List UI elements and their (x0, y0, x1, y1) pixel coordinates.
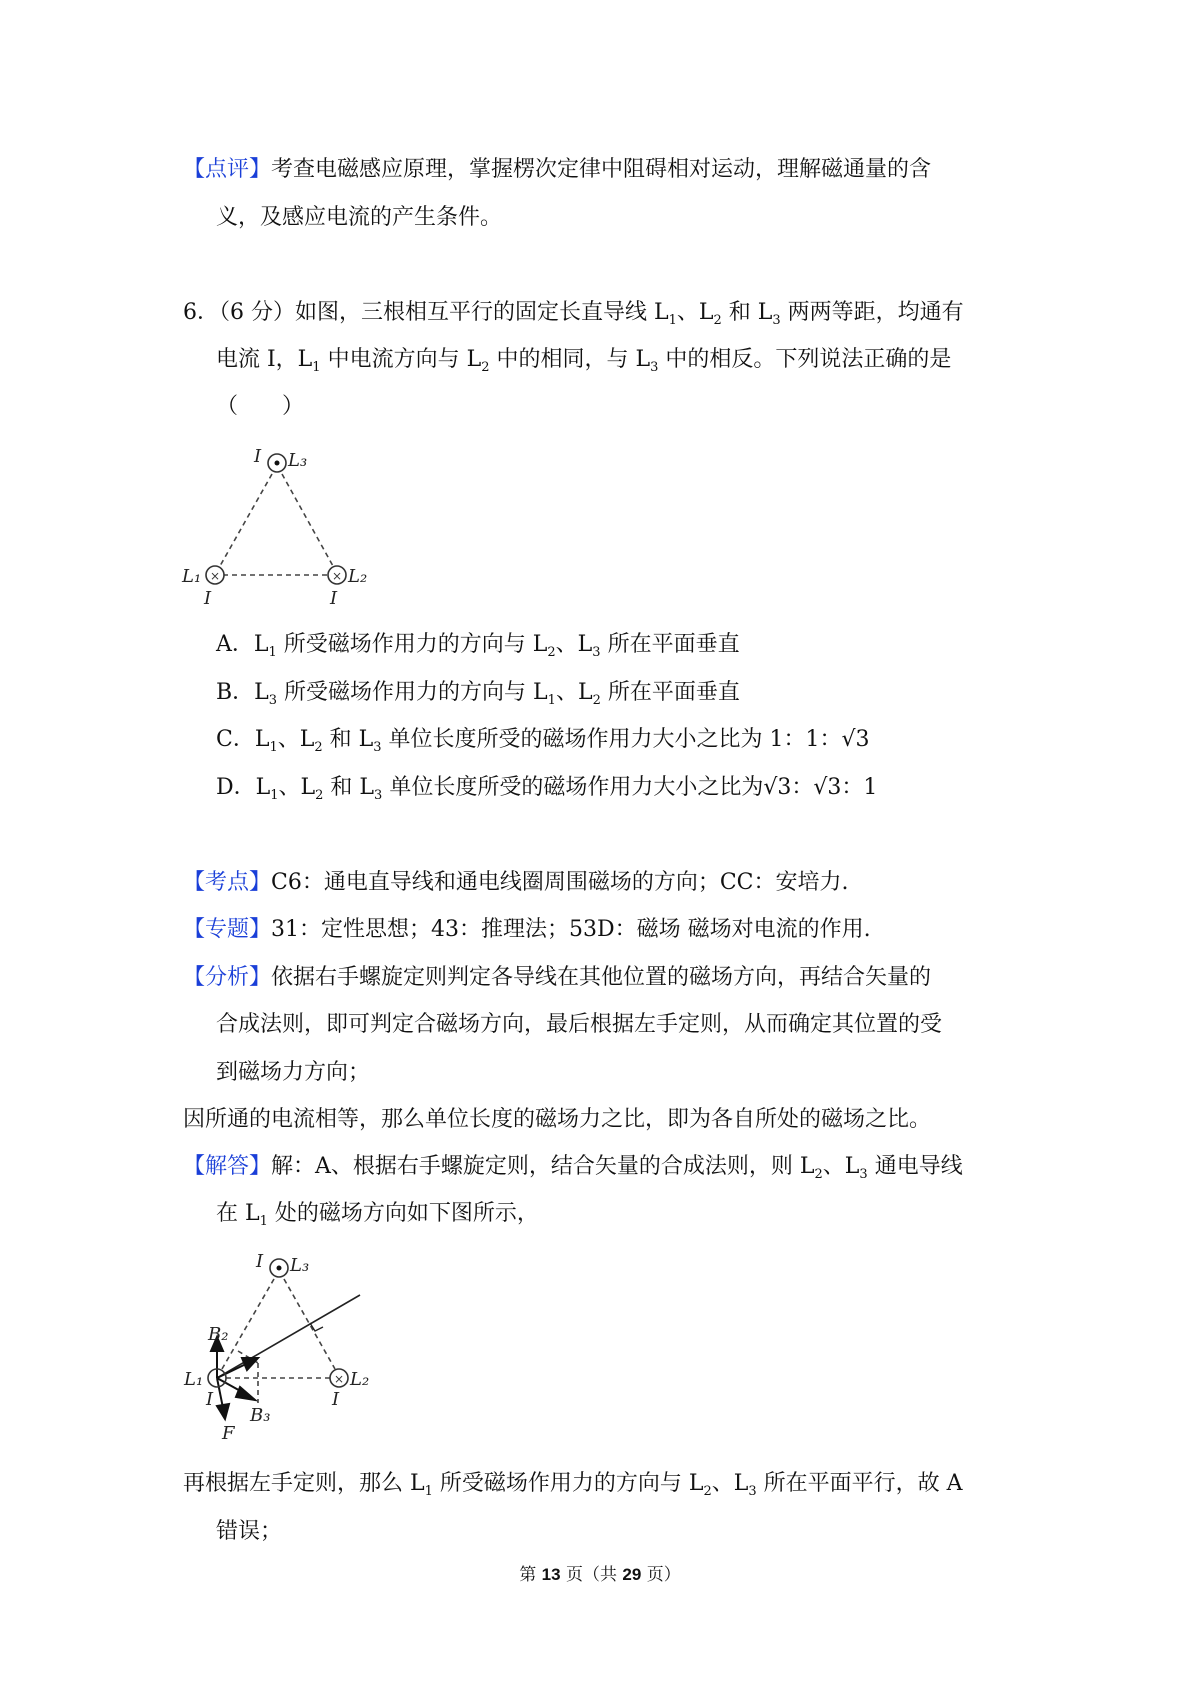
option-d: D．$L_1$、$L_2$ 和 $L_3$ 单位长度所受的磁场作用力大小之比为√3：√3：1 (216, 775, 878, 803)
label-current-l2: I (332, 1389, 340, 1410)
fenxi-line-4: 因所通的电流相等，那么单位长度的磁场力之比，即为各自所处的磁场之比。 (183, 1107, 932, 1132)
fenxi-line-3: 到磁场力方向； (216, 1060, 371, 1085)
subscript: 3 (748, 1484, 757, 1499)
page-footer (0, 1560, 1200, 1585)
wire-l1 (206, 566, 224, 584)
label-b2: B₂ (208, 1324, 229, 1345)
option-a: A．$L_1$ 所受磁场作用力的方向与 $L_2$、$L_3$ 所在平面垂直 (216, 632, 740, 660)
subscript: 2 (481, 360, 490, 375)
figure-2-field-vectors (180, 1243, 390, 1453)
review-line-1 (183, 155, 931, 185)
wire-l3 (268, 454, 286, 472)
label-l1: L₁ (182, 566, 202, 587)
jieda-line-2: 在 $L_1$ 处的磁场方向如下图所示， (216, 1201, 539, 1229)
fenxi-text: 依据右手螺旋定则判定各导线在其他位置的磁场方向，再结合矢量的 (271, 965, 932, 990)
subscript: 3 (374, 788, 383, 803)
subscript: 3 (772, 313, 781, 328)
subscript: 3 (650, 360, 659, 375)
subscript: 2 (814, 1167, 823, 1182)
subscript: 2 (713, 313, 722, 328)
review-line-2: 义，及感应电流的产生条件。 (216, 205, 503, 230)
fenxi-label: 【分析】 (183, 965, 272, 990)
option-b: B．$L_3$ 所受磁场作用力的方向与 $L_1$、$L_2$ 所在平面垂直 (216, 680, 740, 708)
wire-l2 (330, 1369, 348, 1387)
jieda-line-4: 错误； (216, 1519, 283, 1544)
svg-text:×: × (209, 569, 221, 583)
label-l2: L₂ (350, 1369, 370, 1390)
kaodian-label: 【考点】 (183, 870, 272, 895)
jieda-text: 解：A、根据右手螺旋定则，结合矢量的合成法则，则 $L_2$、$L_3$ 通电导线 (271, 1154, 963, 1182)
dashed-side-l3-l1 (220, 474, 272, 566)
subscript: 1 (668, 313, 677, 328)
subscript: 3 (268, 693, 278, 708)
option-c: C．$L_1$、$L_2$ 和 $L_3$ 单位长度所受的磁场作用力大小之比为 1：1：√3 (216, 727, 870, 755)
label-l3: L₃ (288, 450, 308, 471)
subscript: 1 (424, 1484, 433, 1499)
review-label: 【点评】 (183, 157, 272, 182)
wire-l2 (328, 566, 346, 584)
label-current-l1: I (204, 588, 212, 609)
question-blank: （ ） (216, 394, 305, 419)
kaodian-line (183, 868, 849, 898)
zhuanti-text: 31：定性思想；43：推理法；53D：磁场 磁场对电流的作用. (271, 917, 871, 942)
label-l2: L₂ (348, 566, 368, 587)
wire-l3 (270, 1259, 288, 1277)
footer-prefix: 第 (519, 1565, 542, 1585)
subscript: 1 (269, 740, 278, 755)
jieda-line-3: 再根据左手定则，那么 $L_1$ 所受磁场作用力的方向与 $L_2$、$L_3$ 所在平面平行，故 A (183, 1471, 963, 1499)
subscript: 1 (268, 645, 277, 660)
subscript: 2 (314, 740, 323, 755)
total-pages: 29 (622, 1565, 642, 1584)
label-l3: L₃ (290, 1255, 310, 1276)
fenxi-line-1 (183, 963, 931, 993)
subscript: 1 (270, 788, 279, 803)
question-line-2: 电流 I，$L_1$ 中电流方向与 $L_2$ 中的相同，与 $L_3$ 中的相反。下列说法正确的是 (216, 347, 952, 375)
vector-force-f (217, 1378, 223, 1408)
subscript: 2 (547, 645, 556, 660)
subscript: 2 (703, 1484, 712, 1499)
svg-text:×: × (333, 1372, 345, 1386)
label-current-l3: I (256, 1251, 264, 1272)
jieda-line-1 (183, 1152, 963, 1190)
perpendicular-line (217, 1295, 360, 1378)
subscript: 1 (259, 1214, 268, 1229)
page-number: 13 (541, 1565, 561, 1584)
label-b3: B₃ (250, 1405, 271, 1426)
label-current-l3: I (254, 446, 262, 467)
figure-1-triangle (180, 438, 380, 618)
subscript: 3 (859, 1167, 868, 1182)
fenxi-line-2: 合成法则，即可判定合磁场方向，最后根据左手定则，从而确定其位置的受 (216, 1012, 943, 1037)
label-current-l1: I (206, 1389, 214, 1410)
label-l1: L₁ (184, 1369, 204, 1390)
svg-text:×: × (331, 569, 343, 583)
footer-suffix: 页） (641, 1565, 681, 1585)
subscript: 2 (592, 693, 601, 708)
jieda-label: 【解答】 (183, 1154, 272, 1179)
label-f: F (222, 1423, 235, 1444)
subscript: 1 (547, 693, 556, 708)
label-current-l2: I (330, 588, 338, 609)
subscript: 1 (312, 360, 321, 375)
zhuanti-label: 【专题】 (183, 917, 272, 942)
footer-mid: 页（共 (560, 1565, 623, 1585)
review-text: 考查电磁感应原理，掌握楞次定律中阻碍相对运动，理解磁通量的含 (271, 157, 932, 182)
zhuanti-line (183, 915, 871, 945)
dashed-side-l3-l2 (282, 474, 333, 566)
subscript: 2 (315, 788, 324, 803)
kaodian-text: C6：通电直导线和通电线圈周围磁场的方向；CC：安培力. (271, 870, 849, 895)
subscript: 3 (592, 645, 601, 660)
subscript: 3 (373, 740, 382, 755)
question-line-1: 6．（6 分）如图，三根相互平行的固定长直导线 $L_1$、$L_2$ 和 $L_3$ 两两等距，均通有 (183, 300, 964, 328)
